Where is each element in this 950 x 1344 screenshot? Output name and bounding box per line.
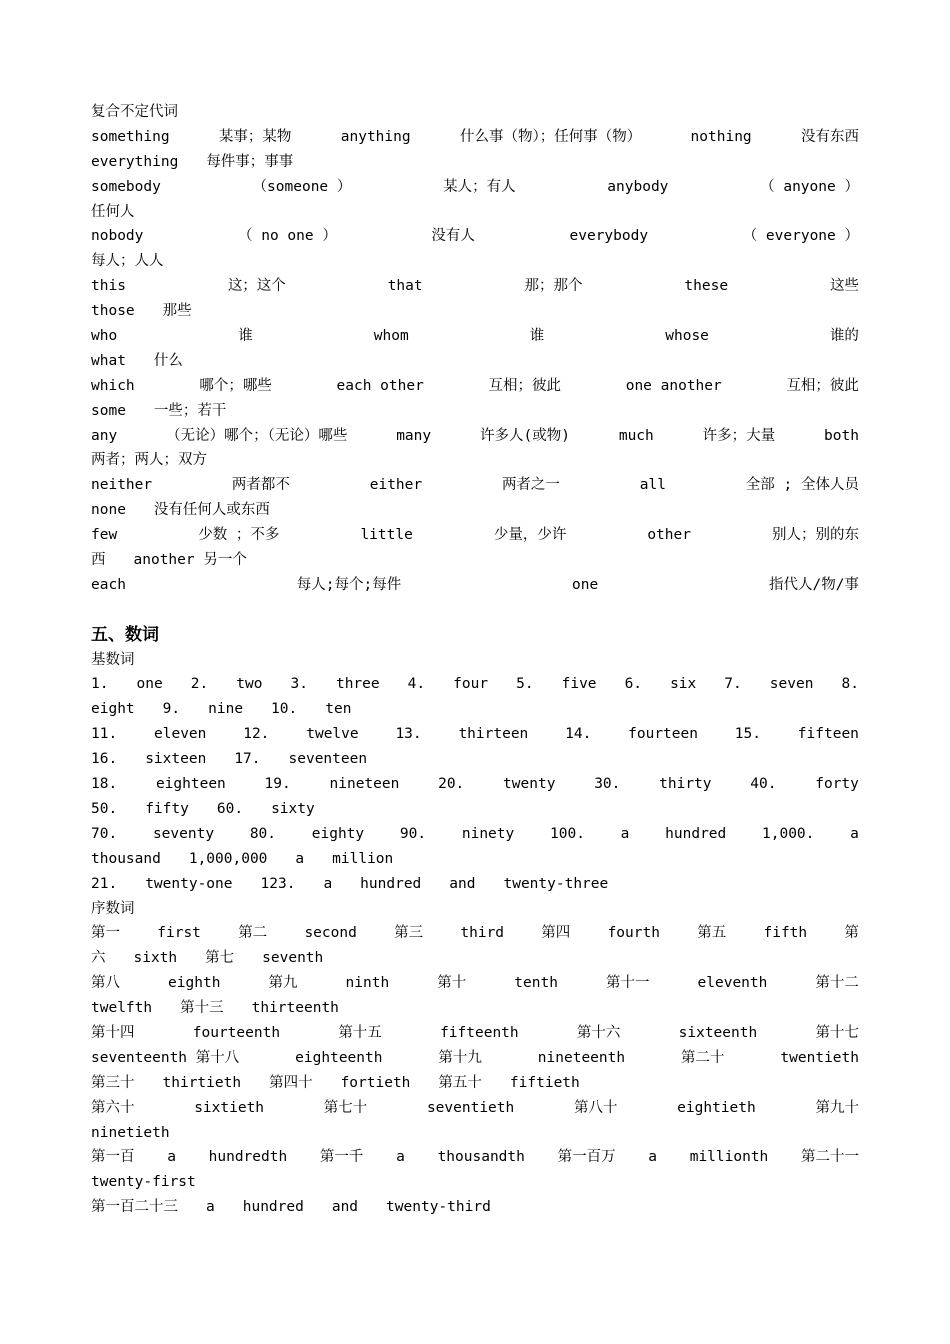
line-cell: one (572, 576, 599, 593)
text-line (91, 573, 859, 598)
ordinal-list (91, 921, 859, 1220)
text-line (91, 1195, 859, 1220)
text-line (91, 1046, 859, 1071)
line-cell: ninetieth (91, 1124, 170, 1141)
line-cell: 许多；大量 (702, 427, 776, 444)
line-cell: 第七十 (323, 1099, 368, 1116)
line-cell: 西 (91, 552, 106, 569)
text-line (91, 1145, 859, 1170)
line-cell: 某事；某物 (218, 128, 292, 145)
line-cell: 那些 (162, 303, 192, 320)
section-title: 复合不定代词 (91, 104, 178, 120)
line-cell: six (670, 676, 697, 693)
line-cell: 许多人(或物) (480, 427, 570, 444)
text-line (91, 946, 859, 971)
text-line (91, 697, 859, 722)
line-cell: second (304, 925, 357, 942)
line-cell: 70. (91, 825, 118, 842)
line-cell: 第十六 (576, 1024, 621, 1041)
line-cell: 一些；若干 (153, 402, 227, 419)
pronoun-section-title (91, 100, 859, 125)
line-cell: eighteenth (295, 1049, 383, 1066)
line-cell: 18. (91, 776, 118, 793)
line-cell: 60. (216, 800, 244, 817)
line-cell: a (323, 875, 333, 892)
line-cell: twenty (503, 776, 556, 793)
line-cell: those (91, 303, 135, 320)
line-cell: 16. (91, 751, 118, 768)
text-line (91, 399, 859, 424)
line-cell: 第十二 (815, 975, 859, 992)
line-cell: 第四 (541, 925, 571, 942)
text-line (91, 1096, 859, 1121)
line-cell: 第六十 (91, 1099, 135, 1116)
line-cell: what (91, 352, 126, 369)
line-cell: ninth (345, 975, 390, 992)
text-line (91, 797, 859, 822)
line-cell: 第十五 (338, 1024, 382, 1041)
line-cell: 这；这个 (227, 278, 286, 295)
line-cell: nineteen (329, 776, 400, 793)
line-cell: 90. (399, 825, 427, 842)
line-cell: ten (325, 701, 352, 718)
line-cell: any (91, 427, 118, 444)
cardinal-list (91, 672, 859, 896)
line-cell: and (449, 875, 476, 892)
line-cell: two (236, 676, 263, 693)
line-cell: 第十九 (438, 1049, 482, 1066)
text-line (91, 772, 859, 797)
text-line (91, 498, 859, 523)
line-cell: 第十三 (180, 1000, 224, 1017)
line-cell: seventeen (288, 751, 368, 768)
line-cell: 没有东西 (801, 128, 859, 145)
line-cell: none (91, 502, 126, 519)
line-cell: 5. (516, 676, 534, 693)
line-cell: thirtieth (162, 1074, 242, 1091)
line-cell: 第十四 (91, 1024, 135, 1041)
line-cell: 两者之一 (501, 477, 560, 494)
text-line (91, 722, 859, 747)
line-cell: eleventh (697, 975, 768, 992)
line-cell: hundred (360, 875, 422, 892)
line-cell: thirteen (458, 726, 529, 743)
line-cell: 40. (750, 776, 777, 793)
line-cell: many (396, 427, 432, 444)
line-cell: sixteenth (678, 1024, 758, 1041)
line-cell: seven (769, 676, 814, 693)
line-cell: 没有人 (431, 228, 475, 245)
numerals-heading (91, 623, 859, 648)
line-cell: 谁 (529, 328, 545, 345)
line-cell: other (647, 527, 691, 544)
line-cell: eighty (311, 825, 365, 842)
line-cell: thousand (91, 850, 161, 867)
text-line (91, 424, 859, 449)
line-cell: five (561, 676, 597, 693)
line-cell: 第 (844, 925, 859, 942)
line-cell: each (91, 576, 126, 593)
line-cell: 某人；有人 (443, 178, 516, 195)
line-cell: 第一百万 (557, 1149, 616, 1166)
line-cell: 第三 (394, 925, 424, 942)
text-line (91, 249, 859, 274)
text-line (91, 1021, 859, 1046)
line-cell: 这些 (829, 278, 859, 295)
text-line (91, 224, 859, 249)
line-cell: nobody (91, 228, 144, 245)
line-cell: another 另一个 (133, 552, 247, 569)
line-cell: 别人；别的东 (771, 527, 859, 544)
line-cell: fifteenth (440, 1024, 519, 1041)
text-line (91, 523, 859, 548)
line-cell: 第九十 (815, 1099, 859, 1116)
line-cell: 第九 (268, 975, 298, 992)
line-cell: 每人;每个;每件 (296, 576, 402, 593)
line-cell: 1. (91, 676, 109, 693)
line-cell: a (206, 1199, 215, 1216)
line-cell: twenty-third (386, 1199, 491, 1216)
line-cell: 互相；彼此 (488, 377, 562, 394)
line-cell: 少量，少许 (493, 527, 567, 544)
line-cell: tenth (514, 975, 558, 992)
line-cell: 第五十 (438, 1074, 482, 1091)
line-cell: 那；那个 (524, 278, 583, 295)
line-cell: forty (815, 776, 859, 793)
document-page (91, 100, 859, 1220)
line-cell: seventh (262, 950, 324, 967)
line-cell: 1,000. (762, 825, 815, 842)
line-cell: 第五 (697, 925, 727, 942)
line-cell: 50. (91, 800, 118, 817)
line-cell: much (618, 427, 654, 444)
line-cell: anybody (607, 178, 669, 195)
line-cell: million (332, 850, 394, 867)
line-cell: which (91, 377, 135, 394)
text-line (91, 299, 859, 324)
subtitle-text: 序数词 (91, 900, 135, 917)
text-line (91, 448, 859, 473)
line-cell: 第四十 (269, 1074, 313, 1091)
line-cell: fourth (607, 925, 660, 942)
line-cell: 第三十 (91, 1074, 135, 1091)
line-cell: 两者；两人；双方 (91, 452, 207, 469)
pronoun-list (91, 125, 859, 598)
line-cell: 第二 (238, 925, 268, 942)
line-cell: fortieth (340, 1074, 411, 1091)
line-cell: fiftieth (509, 1074, 580, 1091)
line-cell: somebody (91, 178, 161, 195)
line-cell: twenty-first (91, 1174, 196, 1191)
line-cell: first (157, 925, 201, 942)
line-cell: （ no one ） (237, 228, 337, 245)
line-cell: （无论）哪个；（无论）哪些 (166, 427, 348, 444)
line-cell: a (295, 850, 305, 867)
line-cell: three (335, 676, 380, 693)
line-cell: eight (91, 701, 135, 718)
text-line (91, 548, 859, 573)
line-cell: 123. (260, 875, 296, 892)
line-cell: one another (625, 377, 722, 394)
line-cell: 80. (249, 825, 277, 842)
line-cell: seventy (152, 825, 215, 842)
text-line (91, 125, 859, 150)
text-line (91, 921, 859, 946)
subtitle-text: 基数词 (91, 651, 135, 668)
line-cell: little (360, 527, 413, 544)
line-cell: a (648, 1149, 658, 1166)
line-cell: nothing (690, 128, 752, 145)
line-cell: sixteen (145, 751, 207, 768)
line-cell: 谁 (238, 328, 253, 345)
line-cell: fifteen (797, 726, 859, 743)
line-cell: 14. (565, 726, 592, 743)
line-cell: twentieth (780, 1049, 859, 1066)
line-cell: whom (373, 328, 409, 345)
line-cell: 13. (395, 726, 422, 743)
line-cell: 100. (550, 825, 585, 842)
line-cell: 第十七 (815, 1024, 859, 1041)
text-line (91, 200, 859, 225)
line-cell: a (850, 825, 859, 842)
line-cell: 少数 ；不多 (198, 527, 280, 544)
line-cell: 第八 (91, 975, 120, 992)
line-cell: twelfth (91, 1000, 153, 1017)
line-cell: each other (336, 377, 424, 394)
line-cell: all (639, 477, 666, 494)
line-cell: 第二十 (681, 1049, 725, 1066)
cardinal-title (91, 648, 859, 673)
section-gap (91, 598, 859, 623)
line-cell: that (387, 278, 423, 295)
line-cell: 7. (724, 676, 742, 693)
line-cell: hundred (242, 1199, 304, 1216)
line-cell: fifth (763, 925, 808, 942)
line-cell: twenty-three (503, 875, 609, 892)
text-line (91, 324, 859, 349)
line-cell: this (91, 278, 126, 295)
line-cell: both (824, 427, 859, 444)
line-cell: whose (665, 328, 709, 345)
line-cell: thousandth (437, 1149, 525, 1166)
text-line (91, 747, 859, 772)
text-line (91, 473, 859, 498)
line-cell: 什么 (153, 352, 183, 369)
line-cell: 30. (594, 776, 621, 793)
line-cell: 第七 (205, 950, 235, 967)
text-line (91, 971, 859, 996)
line-cell: a (620, 825, 630, 842)
line-cell: fifty (145, 800, 189, 817)
text-line (91, 822, 859, 847)
line-cell: fourteen (628, 726, 698, 743)
text-line (91, 872, 859, 897)
line-cell: something (91, 128, 170, 145)
line-cell: four (453, 676, 489, 693)
line-cell: thirty (659, 776, 712, 793)
line-cell: 第十一 (605, 975, 650, 992)
line-cell: 没有任何人或东西 (153, 502, 270, 519)
line-cell: （someone ） (252, 178, 352, 195)
line-cell: everything (91, 153, 179, 170)
line-cell: 第十 (437, 975, 467, 992)
text-line (91, 847, 859, 872)
text-line (91, 175, 859, 200)
line-cell: eightieth (677, 1099, 756, 1116)
line-cell: seventieth (426, 1099, 515, 1116)
line-cell: 21. (91, 875, 118, 892)
line-cell: 17. (234, 751, 261, 768)
line-cell: 第二十一 (801, 1149, 859, 1166)
line-cell: these (684, 278, 729, 295)
line-cell: 第一千 (319, 1149, 364, 1166)
line-cell: who (91, 328, 118, 345)
text-line (91, 349, 859, 374)
line-cell: few (91, 527, 118, 544)
line-cell: 3. (290, 676, 308, 693)
line-cell: and (331, 1199, 359, 1216)
line-cell: third (460, 925, 505, 942)
line-cell: nineteenth (537, 1049, 626, 1066)
ordinal-title (91, 897, 859, 922)
line-cell: millionth (689, 1149, 769, 1166)
line-cell: twelve (306, 726, 359, 743)
line-cell: thirteenth (251, 1000, 339, 1017)
line-cell: sixth (133, 950, 178, 967)
line-cell: eighteen (155, 776, 226, 793)
line-cell: either (369, 477, 423, 494)
line-cell: neither (91, 477, 153, 494)
line-cell: 指代人/物/事 (769, 576, 859, 593)
line-cell: anything (340, 128, 411, 145)
line-cell: some (91, 402, 126, 419)
line-cell: 15. (734, 726, 761, 743)
line-cell: （ anyone ） (760, 178, 859, 195)
line-cell: 19. (264, 776, 291, 793)
line-cell: 每件事；事事 (206, 153, 294, 170)
heading-text: 五、数词 (91, 624, 159, 645)
line-cell: everybody (569, 228, 649, 245)
line-cell: 第一百二十三 (91, 1199, 178, 1216)
text-line (91, 1170, 859, 1195)
text-line (91, 374, 859, 399)
line-cell: seventeenth 第十八 (91, 1049, 240, 1066)
line-cell: 1,000,000 (188, 850, 268, 867)
line-cell: 什么事（物）；任何事（物） (459, 128, 642, 145)
line-cell: hundredth (208, 1149, 288, 1166)
line-cell: 9. (162, 701, 181, 718)
line-cell: eighth (168, 975, 221, 992)
line-cell: 哪个；哪些 (199, 377, 272, 394)
line-cell: 2. (190, 676, 209, 693)
line-cell: 8. (841, 676, 859, 693)
line-cell: nine (208, 701, 244, 718)
line-cell: 6. (624, 676, 643, 693)
line-cell: sixty (271, 800, 315, 817)
line-cell: 第八十 (573, 1099, 618, 1116)
line-cell: one (136, 676, 163, 693)
text-line (91, 1121, 859, 1146)
line-cell: 任何人 (91, 203, 135, 220)
line-cell: a (167, 1149, 176, 1166)
text-line (91, 150, 859, 175)
line-cell: 第一百 (91, 1149, 135, 1166)
line-cell: eleven (154, 726, 207, 743)
line-cell: hundred (665, 825, 727, 842)
line-cell: 全部 ; 全体人员 (745, 477, 859, 494)
line-cell: 第一 (91, 925, 120, 942)
line-cell: 11. (91, 726, 118, 743)
line-cell: 两者都不 (231, 477, 290, 494)
line-cell: 每人；人人 (91, 253, 164, 270)
line-cell: twenty-one (145, 875, 233, 892)
text-line (91, 996, 859, 1021)
line-cell: a (396, 1149, 405, 1166)
line-cell: 互相；彼此 (786, 377, 859, 394)
line-cell: 4. (407, 676, 426, 693)
text-line (91, 1071, 859, 1096)
line-cell: 12. (243, 726, 270, 743)
line-cell: 20. (438, 776, 465, 793)
line-cell: fourteenth (192, 1024, 281, 1041)
line-cell: ninety (461, 825, 515, 842)
text-line (91, 274, 859, 299)
line-cell: 10. (271, 701, 298, 718)
text-line (91, 672, 859, 697)
line-cell: （ everyone ） (742, 228, 859, 245)
line-cell: 六 (91, 950, 106, 967)
line-cell: sixtieth (194, 1099, 265, 1116)
line-cell: 谁的 (829, 328, 859, 345)
